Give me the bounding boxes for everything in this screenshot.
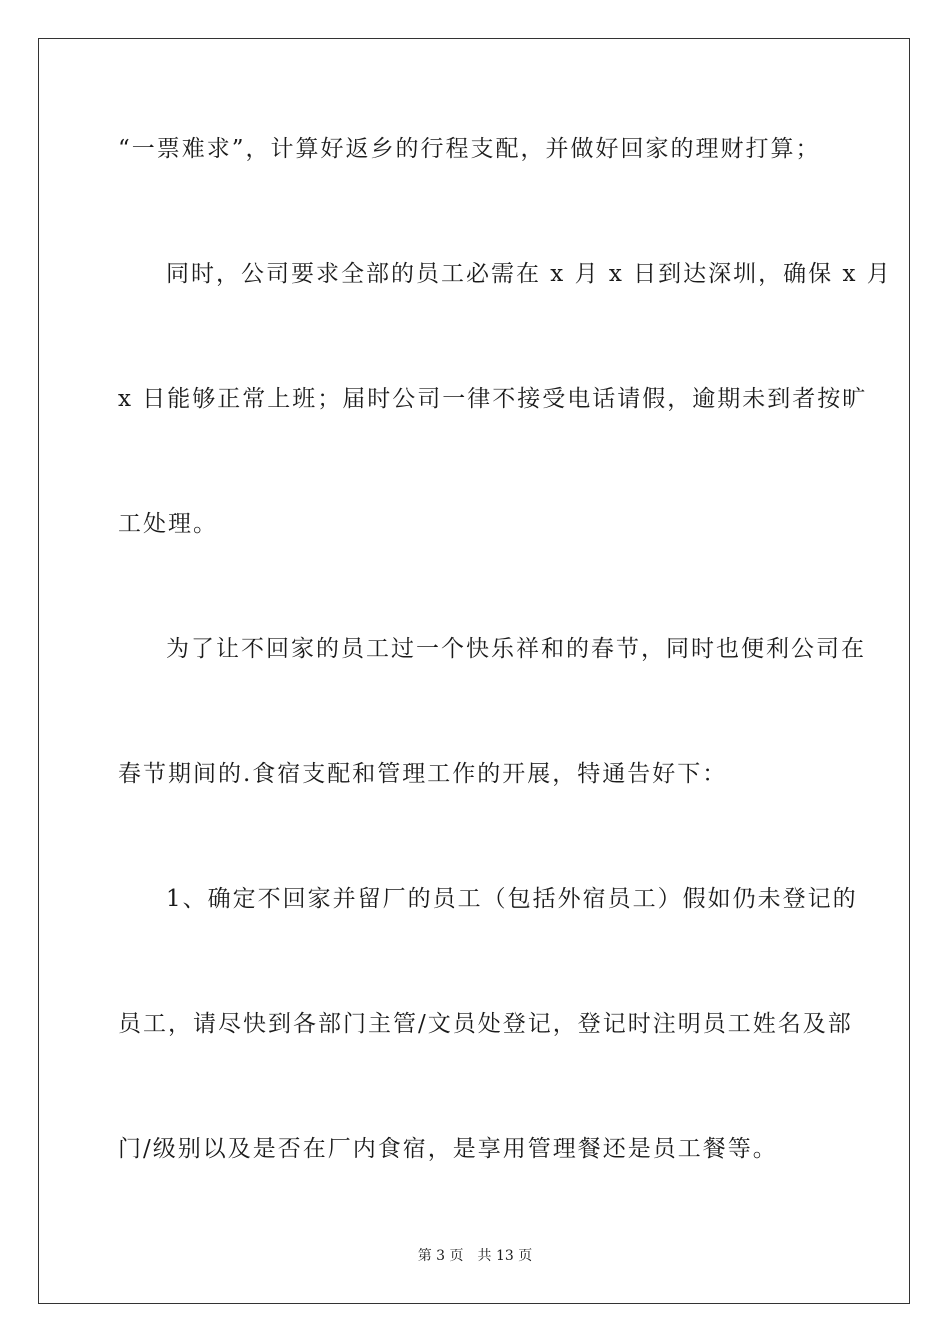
text-line-9: 门/级别以及是否在厂内食宿，是享用管理餐还是员工餐等。	[118, 1136, 778, 1162]
text-line-7: 1、确定不回家并留厂的员工（包括外宿员工）假如仍未登记的	[166, 886, 858, 912]
text-line-1: “一票难求”，计算好返乡的行程支配，并做好回家的理财打算；	[118, 136, 821, 162]
text-line-2: 同时，公司要求全部的员工必需在 x 月 x 日到达深圳，确保 x 月	[166, 261, 892, 287]
page-number: 第 3 页	[417, 1248, 464, 1264]
text-line-3: x 日能够正常上班；届时公司一律不接受电话请假，逾期未到者按旷	[118, 386, 868, 412]
page-border	[38, 38, 910, 1304]
page-total: 共 13 页	[477, 1248, 533, 1264]
text-line-8: 员工，请尽快到各部门主管/文员处登记，登记时注明员工姓名及部	[118, 1011, 853, 1037]
text-line-4: 工处理。	[118, 511, 218, 537]
text-line-6: 春节期间的.食宿支配和管理工作的开展，特通告好下：	[118, 761, 728, 787]
text-line-5: 为了让不回家的员工过一个快乐祥和的春节，同时也便利公司在	[166, 636, 866, 662]
page-footer	[0, 1246, 950, 1266]
